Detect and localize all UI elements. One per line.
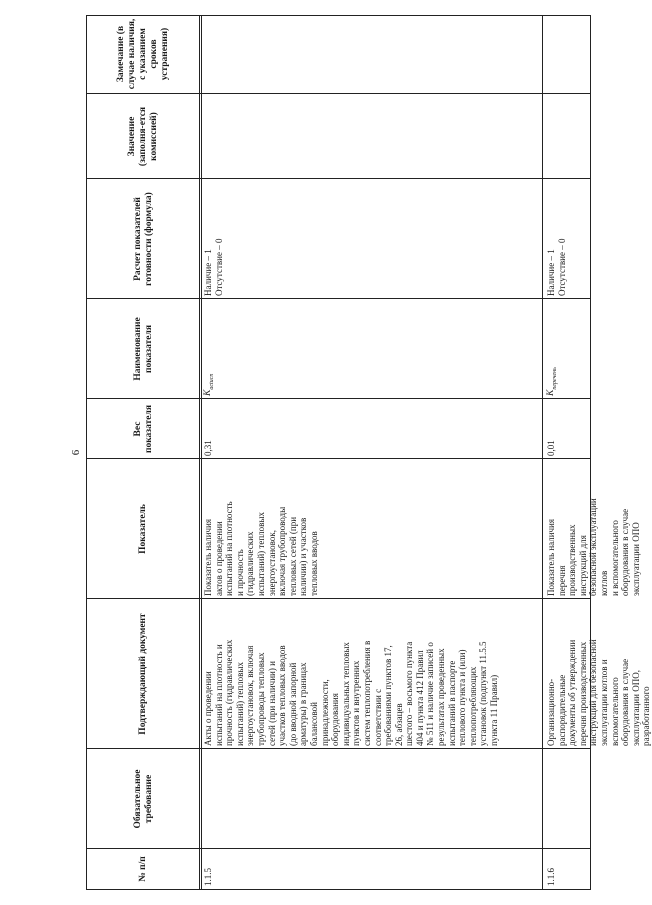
row-1-weight: 0,31	[203, 440, 213, 456]
header-value: Значение (заполня-ется комиссией)	[127, 106, 159, 167]
row-2-weight: 0,01	[546, 440, 556, 456]
header-remark: Замечание (в случае наличия, с указанием сроков устранения)	[116, 18, 170, 90]
row-1-calc: Наличие – 1 Отсутствие – 0	[203, 238, 224, 296]
readiness-table	[86, 15, 652, 890]
header-calc: Расчет показателей готовности (формула)	[132, 192, 154, 286]
row-1-name: $K_{actисп}$	[203, 373, 215, 396]
rotated-page	[70, 15, 652, 890]
row-1-document: Акты о проведении испытаний на плотность и прочность (гидравлических испытаний) тепловых энергоустановок, включая трубопроводы тепловых сетей (при наличии) и участков тепловых вводов (до вводной запорной арматуры) в границах балансовой принадлежности, оборудования индивидуальных тепловых пунктов и внутренних систем теплопотребления в соответствии с требованиями пунктов 17, 26, абзацев шестого – восьмого пункта 404 и пункта 412 Правил № 511 и наличие записей о результатах проведенных испытаний в паспорте теплового пункта и (или) теплопотребляющих установок (подпункт 11.5.5 пункта 11 Правил)	[203, 639, 500, 746]
header-indicator: Показатель	[138, 504, 148, 554]
row-2-num: 1.1.6	[546, 868, 556, 886]
row-2-document: Организационно- распорядительные документы об утверждении перечня производственных инструкций для безопасной эксплуатации котлов и вспомогательного оборудования в случае эксплуатации ОПО, разработанного	[546, 639, 652, 746]
page-number: 6	[70, 449, 82, 456]
header-num: № п/п	[138, 856, 148, 882]
row-2-calc: Наличие – 1 Отсутствие – 0	[546, 238, 567, 296]
header-weight: Вес показателя	[132, 405, 154, 453]
row-2-indicator: Показатель наличия перечня производственных инструкций для безопасной эксплуатации котлов и вспомогательного оборудования в случае эксплуатации ОПО	[546, 498, 641, 596]
row-1-num: 1.1.5	[203, 868, 213, 886]
header-requirement: Обязательное требование	[132, 769, 154, 829]
header-name: Наименование показателя	[132, 317, 154, 381]
row-1-indicator: Показатель наличия актов о проведении испытаний на плотность и прочность (гидравлических испытаний) тепловых энергоустановок, включая трубопроводы тепловых сетей (при наличии) и участков тепловых вводов	[203, 501, 319, 596]
row-divider	[542, 16, 543, 889]
header-document: Подтверждающий документ	[138, 613, 148, 735]
row-2-name: $K_{перечень}$	[546, 367, 558, 396]
